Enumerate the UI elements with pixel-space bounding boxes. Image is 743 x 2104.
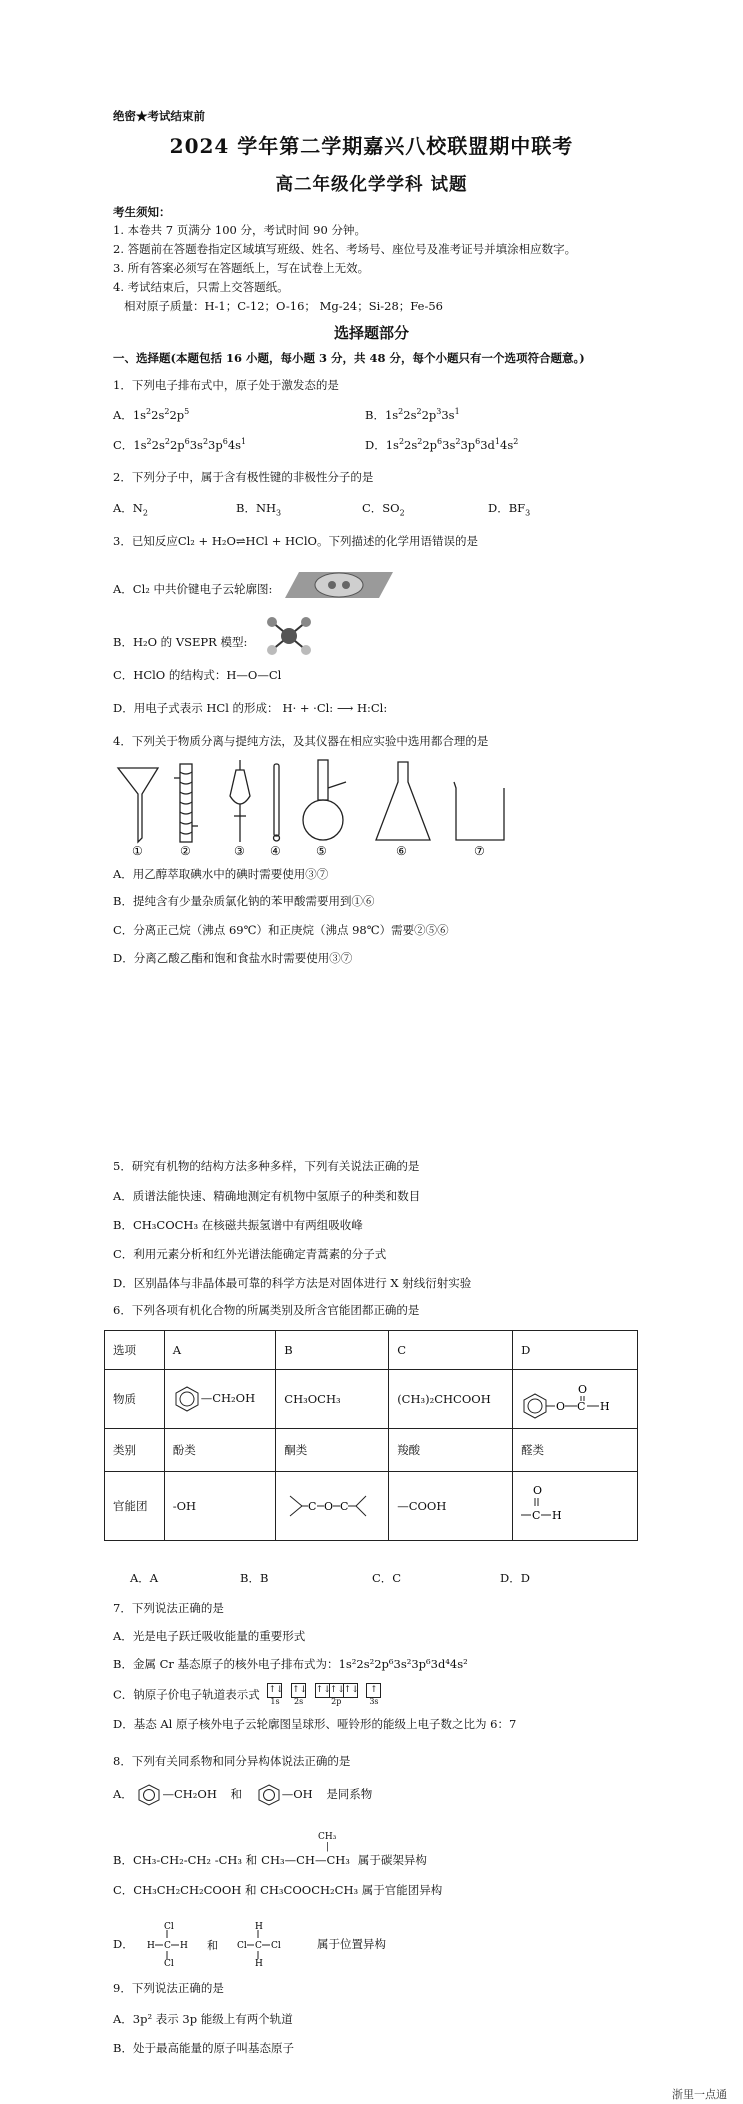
table-cell: CH₃OCH₃ (276, 1370, 389, 1429)
q7-option-c: C．钠原子价电子轨道表示式 ↑↓ 1s ↑↓ 2s ↑↓↑↓↑↓ 2p ↑ 3s (113, 1682, 386, 1707)
table-cell: 羧酸 (389, 1429, 513, 1472)
section-instruction: 一、选择题(本题包括 16 小题，每小题 3 分，共 48 分，每个小题只有一个选项符合题意。) (113, 351, 585, 365)
q3-option-b: B．H₂O 的 VSEPR 模型: (113, 635, 248, 649)
separatory-funnel-icon (230, 760, 250, 842)
water-vsepr-model (262, 614, 316, 658)
q6-option-c: C．C (372, 1571, 402, 1585)
svg-text:C: C (308, 1500, 317, 1513)
q7-option-b: B．金属 Cr 基态原子的核外电子排布式为：1s²2s²2p⁶3s²3p⁶3d⁴4s² (113, 1657, 468, 1671)
table-cell: C (389, 1331, 513, 1370)
q7-option-a: A．光是电子跃迁吸收能量的重要形式 (113, 1629, 306, 1643)
svg-text:H: H (600, 1400, 610, 1413)
section-title: 选择题部分 (333, 324, 409, 342)
apparatus-label-4: ④ (270, 844, 281, 858)
notice-item: 2. 答题前在答题卷指定区域填写班级、姓名、考场号、座位号及准考证号并填涂相应数字。 (113, 242, 577, 256)
funnel-icon (118, 768, 158, 842)
svg-text:H: H (147, 1941, 156, 1951)
table-cell: 类别 (105, 1429, 165, 1472)
svg-text:和: 和 (207, 1939, 219, 1952)
svg-text:C: C (577, 1400, 586, 1413)
q6-option-a: A．A (130, 1571, 159, 1585)
q5-option-a: A．质谱法能快速、精确地测定有机物中氢原子的种类和数目 (113, 1189, 421, 1203)
table-row (105, 1429, 638, 1472)
exam-subtitle: 高二年级化学学科 试题 (275, 175, 468, 195)
isobutane-methyl-branch: CH₃ (318, 1832, 337, 1842)
q8-option-c: C．CH₃CH₂CH₂COOH 和 CH₃COOCH₂CH₃ 属于官能团异构 (113, 1883, 443, 1897)
dichloromethane-structures (137, 1922, 307, 1969)
q8-option-d: D． H C H Cl Cl 和 Cl C Cl H H 属于位置异构 (113, 1922, 387, 1969)
q4-option-b: B．提纯含有少量杂质氯化钠的苯甲酸需要用到①⑥ (113, 894, 375, 908)
svg-text:C: C (255, 1941, 263, 1951)
conical-flask-icon (376, 762, 430, 840)
notice-item: 1. 本卷共 7 页满分 100 分，考试时间 90 分钟。 (113, 223, 366, 237)
apparatus-label-5: ⑤ (316, 844, 327, 858)
q7-stem: 7．下列说法正确的是 (113, 1601, 224, 1615)
apparatus-label-3: ③ (234, 844, 245, 858)
lab-apparatus-diagram (100, 758, 580, 858)
q8-option-a: A． —CH₂OH 和 —OH 是同系物 (113, 1784, 372, 1806)
watermark: 浙里一点通 (672, 2088, 727, 2101)
apparatus-label-6: ⑥ (396, 844, 407, 858)
svg-text:O: O (533, 1484, 543, 1497)
q3-option-d: D．用电子式表示 HCl 的形成： H· + ·Cl: ⟶ H:Cl: (113, 701, 388, 715)
q2-option-b: B．$NH_3$ (236, 501, 282, 518)
table-cell: 官能团 (105, 1472, 165, 1541)
q5-option-c: C．利用元素分析和红外光谱法能确定青蒿素的分子式 (113, 1247, 387, 1261)
svg-text:Cl: Cl (164, 1959, 175, 1969)
benzene-ring-icon (173, 1385, 201, 1413)
q6-option-d: D．D (500, 1571, 530, 1585)
q2-option-d: D．$BF_3$ (488, 501, 531, 518)
table-cell: —CH₂OH (164, 1370, 276, 1429)
table-cell: D (513, 1331, 638, 1370)
table-cell: 选项 (105, 1331, 165, 1370)
table-cell (513, 1370, 638, 1429)
atomic-masses: 相对原子质量：H-1；C-12；O-16； Mg-24；Si-28；Fe-56 (124, 299, 443, 313)
q1-option-d: D．$1s^22s^22p^63s^23p^63d^14s^2$ (365, 437, 519, 452)
q1-option-b: B．$1s^22s^22p^33s^1$ (365, 407, 460, 422)
q3-option-a: A．Cl₂ 中共价键电子云轮廓图: (113, 582, 273, 596)
table-cell: 酚类 (164, 1429, 276, 1472)
table-cell: —COOH (389, 1472, 513, 1541)
q2-stem: 2．下列分子中，属于含有极性键的非极性分子的是 (113, 470, 374, 484)
svg-text:H: H (255, 1922, 264, 1932)
q2-option-a: A．$N_2$ (113, 501, 148, 518)
table-cell: B (276, 1331, 389, 1370)
svg-text:C: C (532, 1509, 541, 1522)
thermometer-icon (274, 764, 280, 841)
beaker-icon (454, 782, 504, 840)
sodium-orbital-diagram: ↑↓ 1s ↑↓ 2s ↑↓↑↓↑↓ 2p ↑ 3s (267, 1682, 386, 1707)
cl2-electron-cloud-diagram (285, 568, 395, 602)
q7-option-d: D．基态 Al 原子核外电子云轮廓图呈球形、哑铃形的能级上电子数之比为 6：7 (113, 1717, 517, 1731)
ether-group-structure (284, 1486, 370, 1526)
apparatus-label-2: ② (180, 844, 191, 858)
notice-heading: 考生须知： (113, 205, 171, 219)
table-cell (276, 1472, 389, 1541)
q6-stem: 6．下列各项有机化合物的所属类别及所含官能团都正确的是 (113, 1303, 420, 1317)
q8-option-b: B．CH₃-CH₂-CH₂ -CH₃ 和 CH₃—CH—CH₃ 属于碳架异构 (113, 1853, 427, 1867)
q4-stem: 4．下列关于物质分离与提纯方法，及其仪器在相应实验中选用都合理的是 (113, 734, 489, 748)
q8-stem: 8．下列有关同系物和同分异构体说法正确的是 (113, 1754, 351, 1768)
q6-option-b: B．B (240, 1571, 269, 1585)
svg-text:O: O (556, 1400, 566, 1413)
hcl-electron-formula: H· + ·Cl: ⟶ H:Cl: (282, 701, 388, 715)
svg-text:O: O (578, 1383, 588, 1396)
q9-option-a: A．3p² 表示 3p 能级上有两个轨道 (113, 2012, 293, 2026)
table-cell: 醛类 (513, 1429, 638, 1472)
isobutane-bond: | (326, 1842, 330, 1852)
phenyl-formate-structure (521, 1376, 617, 1422)
round-bottom-flask-icon (303, 760, 346, 840)
q1-stem: 1．下列电子排布式中，原子处于激发态的是 (113, 378, 339, 392)
svg-text:Cl: Cl (237, 1941, 248, 1951)
exam-title: 2024 学年第二学期嘉兴八校联盟期中联考 (169, 134, 574, 158)
svg-text:Cl: Cl (271, 1941, 282, 1951)
svg-text:H: H (255, 1959, 264, 1969)
apparatus-label-7: ⑦ (474, 844, 485, 858)
q5-stem: 5．研究有机物的结构方法多种多样，下列有关说法正确的是 (113, 1159, 420, 1173)
table-cell: 物质 (105, 1370, 165, 1429)
q5-option-b: B．CH₃COCH₃ 在核磁共振氢谱中有两组吸收峰 (113, 1218, 363, 1232)
benzene-ring-icon (136, 1784, 162, 1806)
svg-text:H: H (552, 1509, 562, 1522)
table-row (105, 1370, 638, 1429)
svg-text:Cl: Cl (164, 1922, 175, 1932)
q3-stem: 3．已知反应Cl₂ + H₂O⇌HCl + HClO。下列描述的化学用语错误的是 (113, 534, 478, 548)
table-cell: 酮类 (276, 1429, 389, 1472)
q9-stem: 9．下列说法正确的是 (113, 1981, 224, 1995)
notice-item: 3. 所有答案必须写在答题纸上，写在试卷上无效。 (113, 261, 370, 275)
condenser-icon (174, 764, 198, 842)
table-row (105, 1331, 638, 1370)
svg-text:C: C (340, 1500, 349, 1513)
svg-text:H: H (180, 1941, 189, 1951)
q4-option-a: A．用乙醇萃取碘水中的碘时需要使用③⑦ (113, 867, 329, 881)
notice-item: 4. 考试结束后，只需上交答题纸。 (113, 280, 289, 294)
aldehyde-group-structure (521, 1482, 581, 1530)
q4-option-c: C．分离正己烷（沸点 69℃）和正庚烷（沸点 98℃）需要②⑤⑥ (113, 923, 449, 937)
svg-text:O: O (324, 1500, 334, 1513)
svg-text:C: C (164, 1941, 172, 1951)
q6-table (104, 1330, 638, 1541)
table-cell (513, 1472, 638, 1541)
q1-option-a: A．$1s^22s^22p^5$ (113, 407, 190, 422)
q2-option-c: C．$SO_2$ (362, 501, 405, 518)
table-cell: -OH (164, 1472, 276, 1541)
table-cell: (CH₃)₂CHCOOH (389, 1370, 513, 1429)
q1-option-c: C．$1s^22s^22p^63s^23p^64s^1$ (113, 437, 247, 452)
table-row (105, 1472, 638, 1541)
secret-label: 绝密★考试结束前 (113, 109, 205, 123)
table-cell: A (164, 1331, 276, 1370)
q4-option-d: D．分离乙酸乙酯和饱和食盐水时需要使用③⑦ (113, 951, 353, 965)
q9-option-b: B．处于最高能量的原子叫基态原子 (113, 2041, 294, 2055)
apparatus-label-1: ① (132, 844, 143, 858)
benzene-ring-icon (256, 1784, 282, 1806)
q3-option-c: C．HClO 的结构式：H—O—Cl (113, 668, 282, 682)
q5-option-d: D．区别晶体与非晶体最可靠的科学方法是对固体进行 X 射线衍射实验 (113, 1276, 472, 1290)
